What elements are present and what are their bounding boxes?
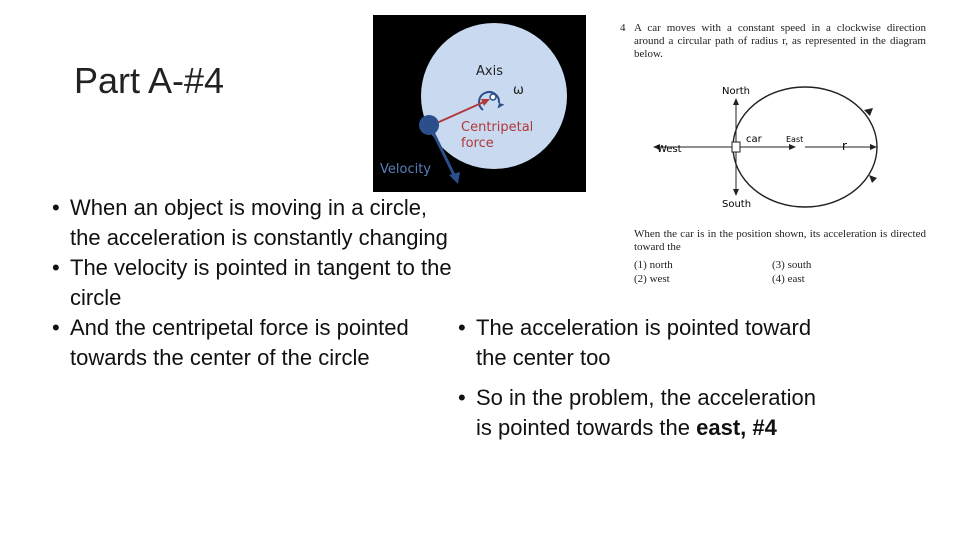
left-bullet-list [52,193,452,373]
problem-question: When the car is in the position shown, its acceleration is directed toward the [634,228,926,253]
velocity-label: Velocity [380,162,431,177]
axis-label: Axis [476,64,503,79]
centripetal-label-1: Centripetal [461,120,534,135]
axis-point [490,94,496,100]
choice-2: (2) west [634,273,670,285]
problem-stem: A car moves with a constant speed in a clockwise direction around a circular path of radius r, as represented in the diagram below. [634,22,926,60]
bullet-item: • The acceleration is pointed toward the center too [458,313,828,373]
svg-text:car: car [746,134,762,145]
centripetal-label-2: force [461,136,494,151]
compass-diagram [620,80,930,230]
choice-4: (4) east [772,273,805,285]
right-bullet-list [458,313,828,443]
slide-title: Part A-#4 [74,60,225,101]
svg-text:East: East [786,135,804,144]
bullet-item: • When an object is moving in a circle, the acceleration is constantly changing [52,193,452,253]
omega-label: ω [513,83,524,98]
svg-text:South: South [722,199,752,210]
bullet-item: • The velocity is pointed in tangent to the circle [52,253,452,313]
svg-text:North: North [722,86,750,97]
choice-3: (3) south [772,259,812,271]
centripetal-diagram [373,15,586,192]
object-mass [419,115,439,135]
bullet-item: • And the centripetal force is pointed towards the center of the circle [52,313,452,373]
bullet-item-answer: • So in the problem, the acceleration is pointed towards the east, #4 [458,383,828,443]
problem-number: 4 [620,22,626,34]
svg-text:r: r [842,139,847,153]
problem-card [620,20,930,295]
answer-emphasis: east, #4 [696,415,777,440]
choice-1: (1) north [634,259,673,271]
svg-text:West: West [657,144,682,155]
